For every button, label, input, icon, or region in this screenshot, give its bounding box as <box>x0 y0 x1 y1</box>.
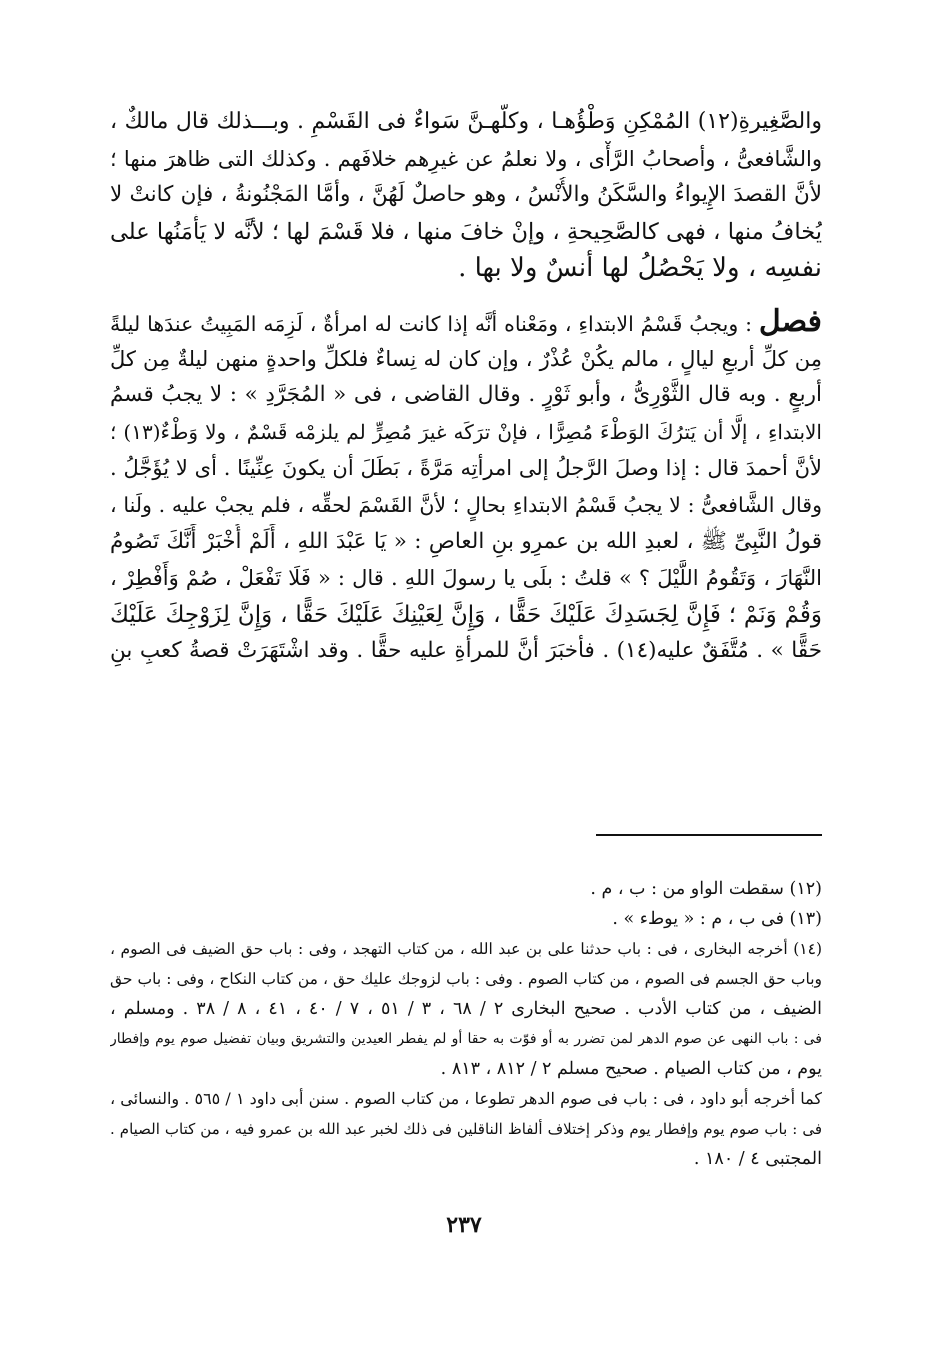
text-line: وَقُمْ وَنَمْ ؛ فَإِنَّ لِجَسَدِكَ عَلَيْكَ حَقًّا ، وَإِنَّ لِعَيْنِكَ عَلَيْكَ حَقًّا ، وَإِنَّ لِزَوْجِكَ عَلَيْكَ <box>110 601 822 628</box>
footnote-line: الضيف ، من كتاب الأدب . صحيح البخارى ٢ / ٦٨ ، ٣ / ٥١ ، ٧ / ٤٠ ، ٤١ ، ٨ / ٣٨ . ومسلم ، <box>110 999 822 1019</box>
text-line: لأنَّ أحمدَ قال : إذا وصلَ الرَّجلُ إلى امرأتِه مَرَّةً ، بَطَلَ أن يكونَ عِنِّينًا . أى لا يُؤَجَّلُ . <box>110 456 822 481</box>
page-number: ٢٣٧ <box>446 1212 482 1238</box>
footnote-line: فى : باب النهى عن صوم الدهر لمن تضرر به أو فوّت به حقا أو لم يفطر العيدين والتشريق وبيان تفضيل صوم يوم وإفطار <box>110 1031 822 1047</box>
footnote-line: كما أخرجه أبو داود ، فى : باب فى صوم الدهر تطوعا ، من كتاب الصوم . سنن أبى داود ١ / ٥٦٥ . والنسائى ، <box>110 1089 822 1108</box>
text-line: لأنَّ القصدَ الإِيواءُ والسَّكَنُ والأُنْسُ ، وهو حاصلٌ لَهُنَّ ، وأمَّا المَجْنُونةُ ، فإن كانتْ لا <box>110 182 822 208</box>
text-line: الابتداءِ ، إلَّا أن يَترُكَ الوَطْءَ مُصِرًّا ، فإنْ ترَكَه غيرَ مُصِرٍّ لم يلزمْه قَسْمٌ ، ولا وَطْءٌ(١٣) ؛ <box>110 419 822 444</box>
text-line: وقال الشَّافعىُّ : لا يجبُ قَسْمُ الابتداءِ بحالٍ ؛ لأنَّ القَسْمَ لحقِّه ، فلم يجبْ عليه . ولَنا ، <box>110 492 822 517</box>
text-line: نفسِه ، ولا يَحْصُلُ لها أُنسٌ ولا بها . <box>458 253 822 284</box>
footnote-separator <box>596 834 822 836</box>
footnote-line: (١٢) سقطت الواو من : ب ، م . <box>590 879 822 899</box>
footnote-line: (١٤) أخرجه البخارى ، فى : باب حدثنا على بن عبد الله ، من كتاب التهجد ، وفى : باب حق الضيف فى الصوم ، <box>110 940 822 958</box>
footnotes <box>110 874 822 1174</box>
footnote-line: وباب حق الجسم فى الصوم ، من كتاب الصوم . وفى : باب لزوجك عليك حق ، من كتاب النكاح ، وفى : باب حق <box>110 970 822 988</box>
section-heading-word: فصل <box>758 303 822 339</box>
text-line: النَّهَارَ ، وَتَقُومُ اللَّيْلَ ؟ » قلتُ : بلَى يا رسولَ اللهِ . قال : « فَلَا تَفْعَلْ ، صُمْ وَأَفْطِرْ ، <box>110 566 822 591</box>
text-line: والشَّافعىُّ ، وأصحابُ الرَّأْى ، ولا نعلمُ عن غيرِهم خلافَهم . وكذلك التى ظاهرَ منها ؛ <box>110 146 822 171</box>
footnote-line: (١٣) فى ب ، م : « يوطء » . <box>612 909 822 929</box>
text-line-rest: : ويجبُ قَسْمُ الابتداءِ ، ومَعْناه أنَّه إذا كانت له امرأةٌ ، لَزِمَه المَبِيتُ عندَها ليلةً <box>110 311 759 336</box>
text-line: حَقًّا » . مُتَّفَقٌ عليه(١٤) . فأخبَرَ أنَّ للمرأةِ عليه حقًّا . وقد اشْتَهَرَتْ قصةُ كعبِ بنِ <box>110 638 822 664</box>
text-line: والصَّغِيرةِ(١٢) المُمْكِنِ وَطْؤُهـا ، وكلُّهـنَّ سَواءٌ فى القَسْمِ . وبـــذلك قال مالكٌ ، <box>110 109 822 134</box>
text-line: مِن كلِّ أربعِ ليالٍ ، مالم يكُنْ عُذْرٌ ، وإن كان له نِساءٌ فلكلِّ واحدةٍ منهن ليلةٌ مِن كلِّ <box>110 346 822 371</box>
paragraph-start-line <box>110 304 822 341</box>
footnote-line: المجتبى ٤ / ١٨٠ . <box>693 1149 822 1169</box>
text-line: أربعٍ . وبه قال الثَّوْرِىُّ ، وأبو ثَوْرٍ . وقال القاضى ، فى « المُجَرَّدِ » : لا يجبُ قسمُ <box>110 382 822 408</box>
text-line: يُخافُ منها ، فهى كالصَّحِيحةِ ، وإنْ خافَ منها ، فلا قَسْمَ لها ؛ لأنَّه لا يَأْمَنُها على <box>110 218 822 245</box>
footnote-line: يوم ، من كتاب الصيام . صحيح مسلم ٢ / ٨١٢ ، ٨١٣ . <box>440 1059 822 1079</box>
footnote-line: فى : باب صوم يوم وإفطار يوم وذكر إختلاف ألفاظ الناقلين فى ذلك لخبر عبد الله بن عمرو فيه ، من كتاب الصيام . <box>110 1120 822 1138</box>
text-line: قولُ النَّبِىِّ ﷺ ، لعبدِ الله بن عمرِو بنِ العاصِ : « يَا عَبْدَ اللهِ ، أَلَمْ أُخْبَرْ أَنَّكَ تَصُومُ <box>110 528 822 554</box>
main-text <box>110 104 822 670</box>
